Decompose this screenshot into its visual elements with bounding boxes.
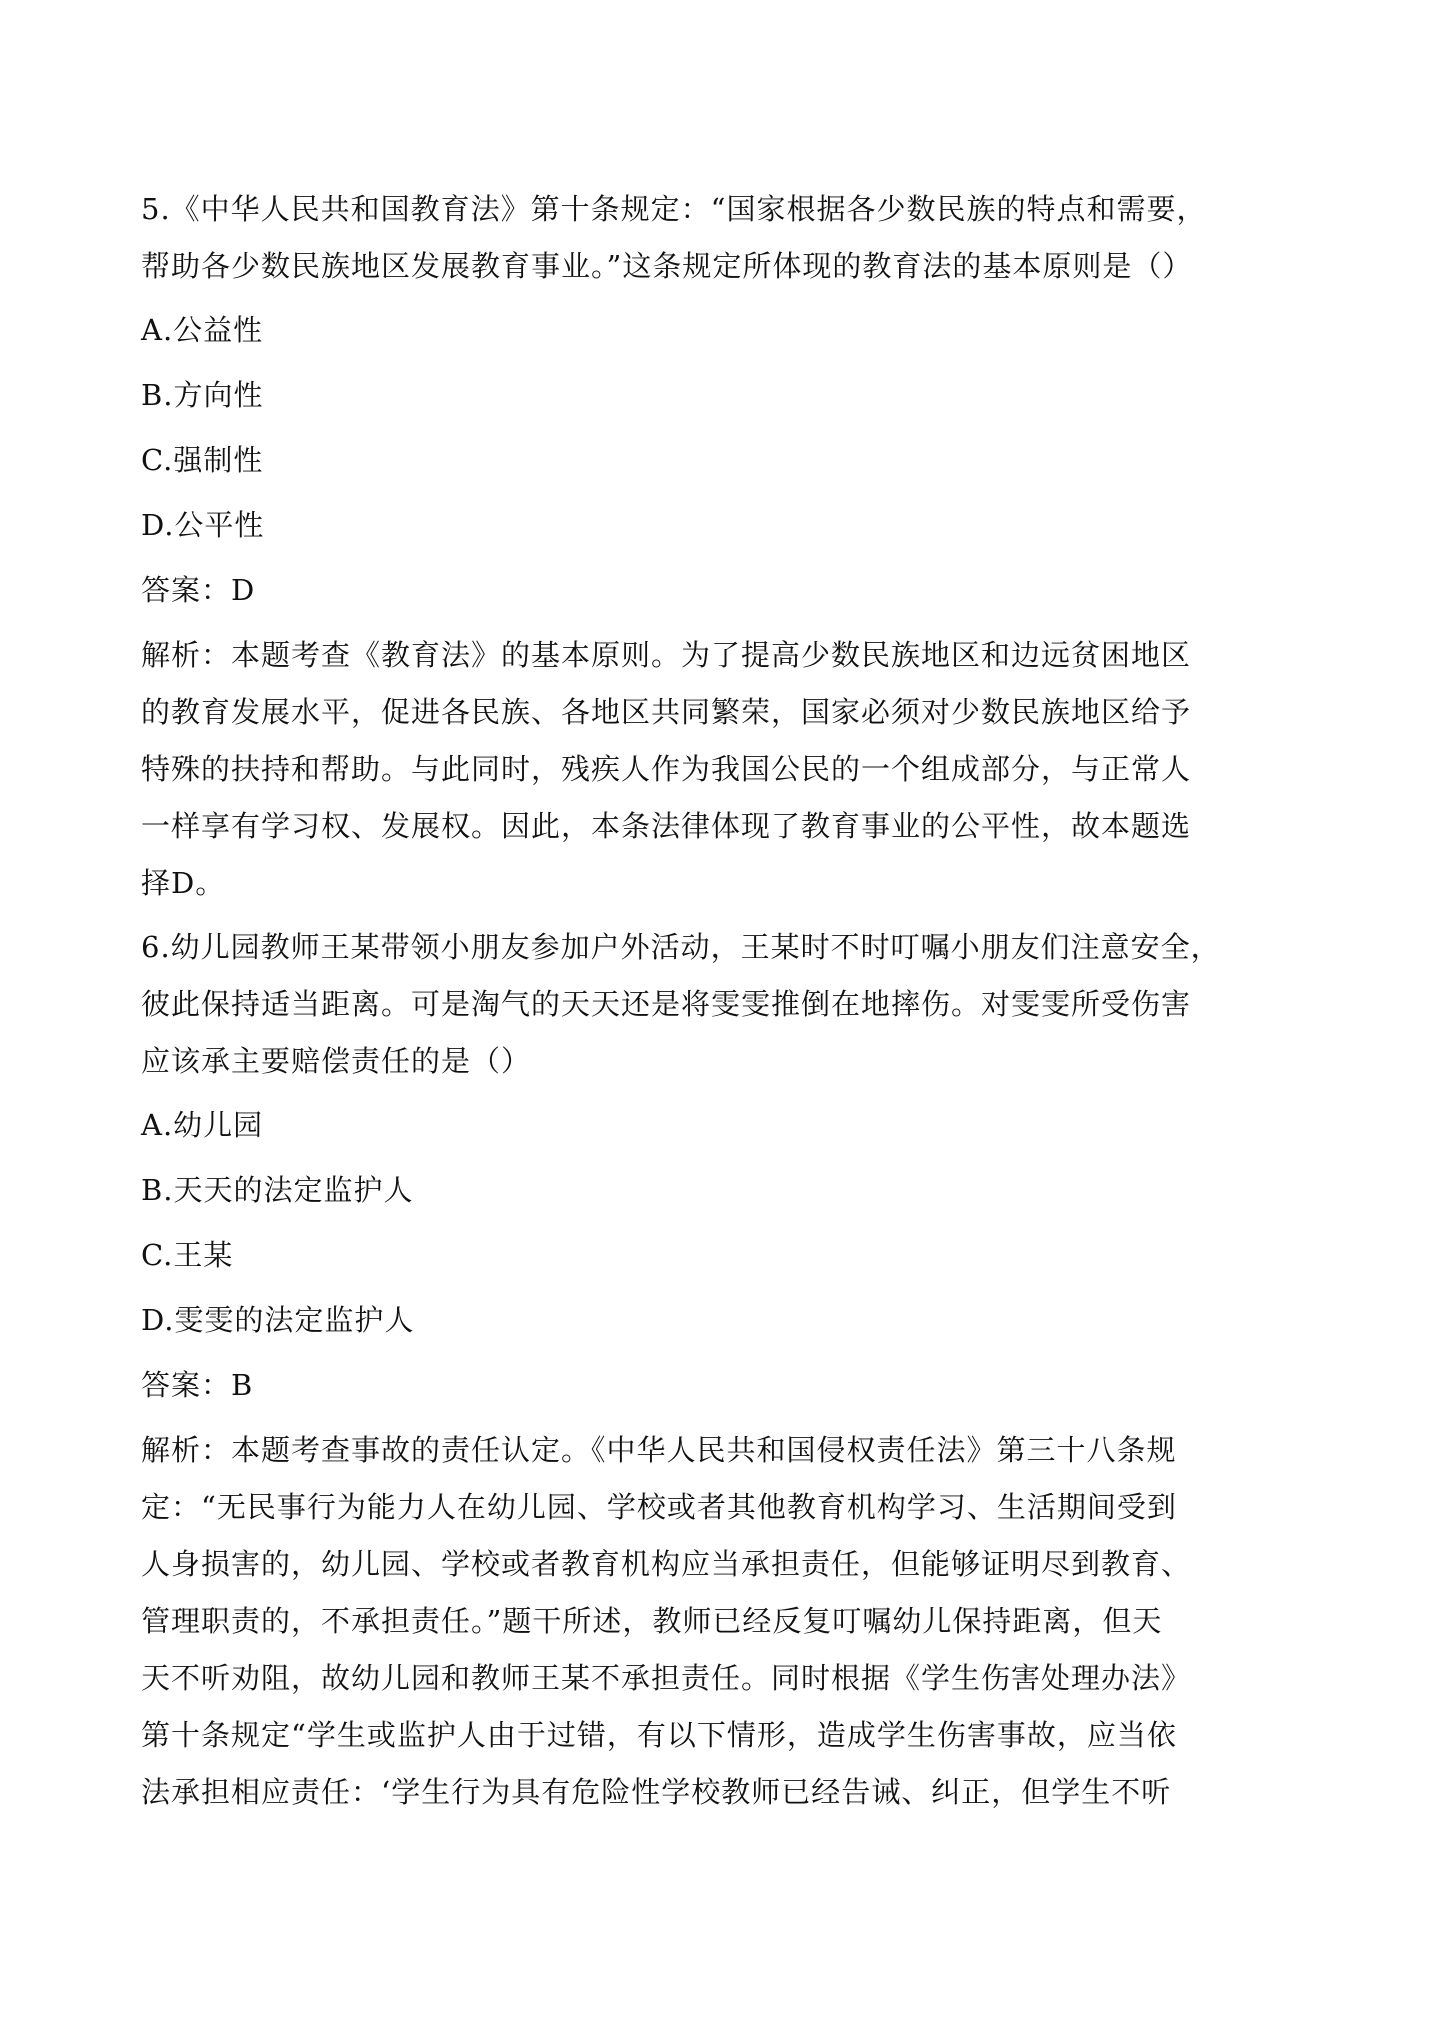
question-6-analysis-line: 管理职责的，不承担责任。”题干所述，教师已经反复叮嘱幼儿保持距离，但天 xyxy=(141,1604,1163,1638)
question-6-option-a: A.幼儿园 xyxy=(141,1108,264,1142)
question-5-option-a: A.公益性 xyxy=(141,313,264,347)
document-page xyxy=(141,181,1301,1828)
question-5-option-b: B.方向性 xyxy=(141,378,264,412)
question-5-analysis-line: 特殊的扶持和帮助。与此同时，残疾人作为我国公民的一个组成部分，与正常人 xyxy=(141,752,1192,786)
question-6-option-b: B.天天的法定监护人 xyxy=(141,1173,414,1207)
question-5-analysis-line: 一样享有学习权、发展权。因此，本条法律体现了教育事业的公平性，故本题选 xyxy=(141,809,1192,843)
question-5-option-d: D.公平性 xyxy=(141,508,265,542)
question-6-stem-line: 应该承主要赔偿责任的是（） xyxy=(141,1044,532,1078)
question-5-stem-line: 帮助各少数民族地区发展教育事业。”这条规定所体现的教育法的基本原则是（） xyxy=(141,249,1193,283)
question-5-analysis xyxy=(141,627,1301,912)
question-6-analysis-line: 人身损害的，幼儿园、学校或者教育机构应当承担责任，但能够证明尽到教育、 xyxy=(141,1547,1192,1581)
question-6-analysis-line: 定：“无民事行为能力人在幼儿园、学校或者其他教育机构学习、生活期间受到 xyxy=(141,1490,1177,1524)
question-5-stem-line: 5.《中华人民共和国教育法》第十条规定：“国家根据各少数民族的特点和需要， xyxy=(141,192,1207,226)
question-5-analysis-line: 择D。 xyxy=(141,866,226,900)
question-5-option-c: C.强制性 xyxy=(141,443,264,477)
question-5-analysis-line: 的教育发展水平，促进各民族、各地区共同繁荣，国家必须对少数民族地区给予 xyxy=(141,695,1192,729)
question-6-analysis-line: 法承担相应责任：‘学生行为具有危险性学校教师已经告诫、纠正，但学生不听 xyxy=(141,1775,1172,1809)
question-6-analysis xyxy=(141,1422,1301,1821)
question-6-stem-line: 6.幼儿园教师王某带领小朋友参加户外活动，王某时不时叮嘱小朋友们注意安全， xyxy=(141,930,1221,964)
question-6-stem xyxy=(141,919,1301,1090)
question-6-stem-line: 彼此保持适当距离。可是淘气的天天还是将雯雯推倒在地摔伤。对雯雯所受伤害 xyxy=(141,987,1192,1021)
question-6-analysis-line: 第十条规定“学生或监护人由于过错，有以下情形，造成学生伤害事故，应当依 xyxy=(141,1718,1177,1752)
question-6-analysis-line: 天不听劝阻，故幼儿园和教师王某不承担责任。同时根据《学生伤害处理办法》 xyxy=(141,1661,1192,1695)
question-5-stem xyxy=(141,181,1301,295)
question-6-option-d: D.雯雯的法定监护人 xyxy=(141,1303,415,1337)
question-6-option-c: C.王某 xyxy=(141,1238,234,1272)
question-6-answer: 答案：B xyxy=(141,1368,254,1402)
question-6-analysis-line: 解析：本题考查事故的责任认定。《中华人民共和国侵权责任法》第三十八条规 xyxy=(141,1433,1177,1467)
question-5-analysis-line: 解析：本题考查《教育法》的基本原则。为了提高少数民族地区和边远贫困地区 xyxy=(141,638,1192,672)
question-5-answer: 答案：D xyxy=(141,573,256,607)
